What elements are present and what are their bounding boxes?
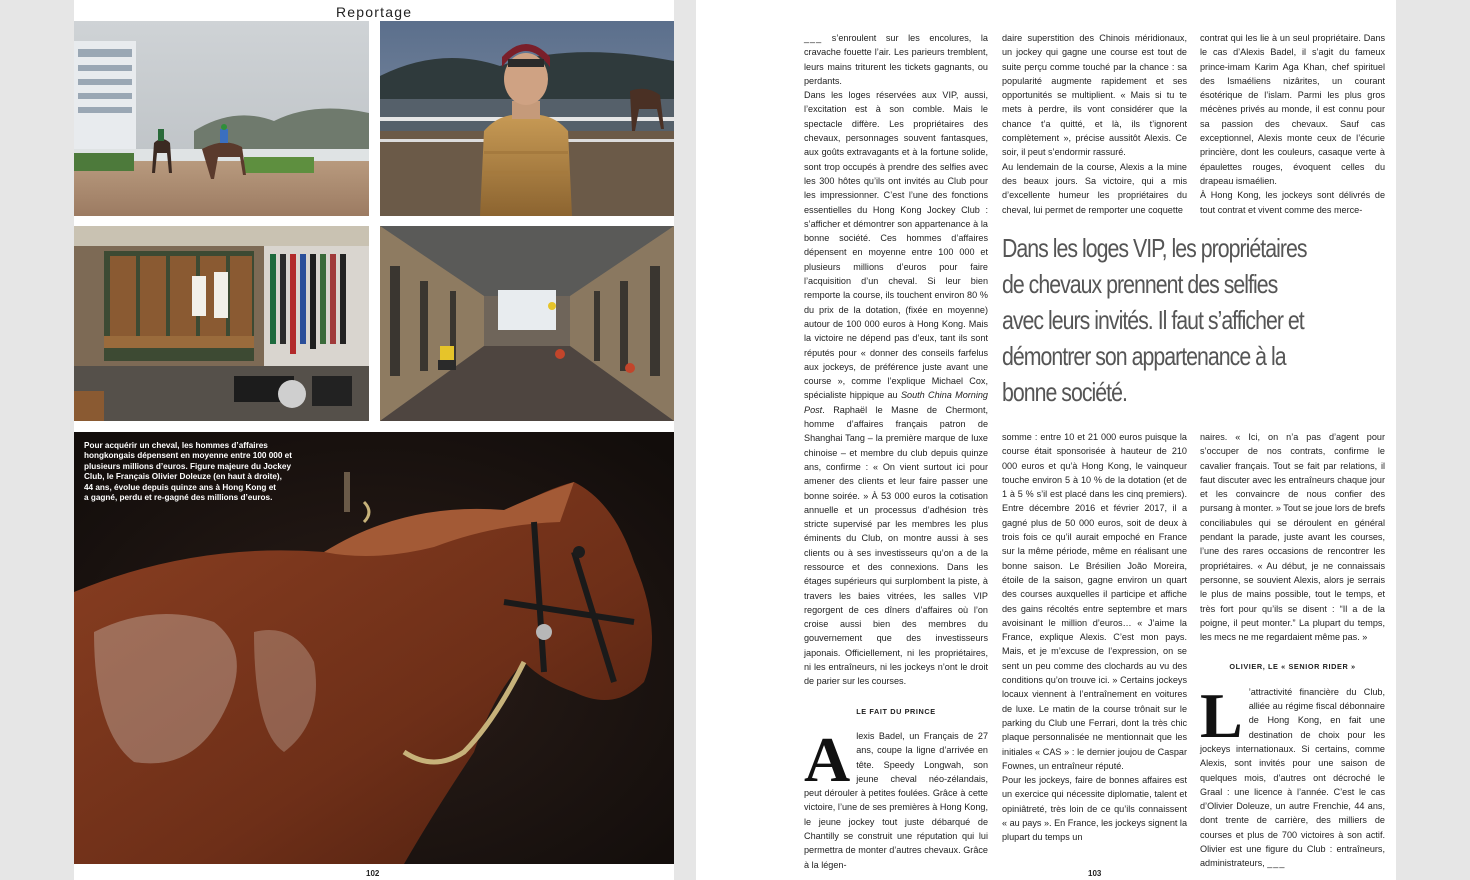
paragraph: À Hong Kong, les jockeys sont délivrés de tout contrat et vivent comme des merce- xyxy=(1200,190,1385,215)
paragraph-text: . Raphaël le Masne de Chermont, homme d’affaires français patron de Shanghai Tang – la première marque de luxe chinoise – et membre du club depuis quinze ans, confirme : « On vient surtout ici pour amener des clients et leur faire passer une bonne soirée. » À 53 000 euros la cotisation annuelle et un processus d’adhésion très stricte supervisé par les membres les plus éminents du Club, on montre aussi à ses clients ou à ses investisseurs qu’on a de la ressource et des connexions. Dans les étages supérieurs qui surplombent la piste, à travers les baies vitrées, les salles VIP regorgent de ces dîners d’affaires où l’on croise aussi bien des membres du gouvernement que des investisseurs japonais. Officiellement, ni les propriétaires, ni les entraîneurs, ni les jockeys n’ont le droit de parier sur les courses. xyxy=(804,404,988,687)
paragraph-text: lexis Badel, un Français de 27 ans, coupe la ligne d’arrivée en tête. Speedy Longwah, son jeune cheval néo-zélandais, peut dérouler à petites foulées. Grâce à cette victoire, l’une de ses premières à Hong Kong, le jeune jockey tout juste débarqué de Chantilly se construit une réputation qui lui permettra de monter d’autres chevaux. Grâce à la légen- xyxy=(804,730,988,870)
pull-quote: Dans les loges VIP, les propriétaires de chevaux prennent des selfies avec leurs invités. Il faut s’afficher et démontrer son appartenance à la bonne société. xyxy=(1002,233,1307,407)
paragraph-text: s’enroulent sur les encolures, la cravache fouette l’air. Les parieurs tremblent, leurs mains triturent les tickets gagnants, ou perdants. xyxy=(804,33,988,86)
publication-name: South China Morning Post xyxy=(804,390,988,415)
article-column-3-bottom xyxy=(1200,430,1385,871)
photo-stables xyxy=(380,226,674,421)
article-column-2-bottom xyxy=(1002,430,1187,845)
photo-lockers xyxy=(74,226,369,421)
continuation-marker: ___ xyxy=(1267,858,1286,869)
article-column-1 xyxy=(804,31,988,872)
paragraph: contrat qui les lie à un seul propriétaire. Dans le cas d’Alexis Badel, il s’agit du fameux prince-imam Karim Aga Khan, chef spirituel des Ismaéliens nizârites, un courant ésotérique de l’islam. Parmi les plus gros mécènes privés au monde, il est connu pour sa passion des chevaux. Sauf cas exceptionnel, Alexis monte ceux de l’écurie princière, dont les couleurs, casaque verte à épaulettes rouges, évoquent celles du drapeau ismaélien. xyxy=(1200,33,1385,186)
subheading: OLIVIER, LE « SENIOR RIDER » xyxy=(1229,662,1356,672)
photo-racecourse xyxy=(74,21,369,216)
paragraph: Pour les jockeys, faire de bonnes affaires est un exercice qui nécessite diplomatie, talent et opiniâtreté, très loin de ce qu’ils connaissent « au pays ». En France, les jockeys signent la plupart du temps un xyxy=(1002,775,1188,843)
photo-jockey xyxy=(380,21,674,216)
article-column-2-top xyxy=(1002,31,1187,217)
paragraph: daire superstition des Chinois méridionaux, un jockey qui gagne une course est tout de suite perçu comme touché par la chance : sa popularité augmente rapidement et ses opportunités se multiplient. « Mais si tu te mets à perdre, ils vont considérer que la chance t’a quitté, et là, ils t’ignorent complètement », précise aussitôt Alexis. Ce soir, il peut s’endormir rassuré. xyxy=(1002,33,1187,158)
page-number-right: 103 xyxy=(1088,869,1102,878)
left-page xyxy=(74,0,674,880)
paragraph xyxy=(1200,679,1385,871)
photo-caption: Pour acquérir un cheval, les hommes d’affaires hongkongais dépensent en moyenne entre 100 000 et plusieurs millions d’euros. Figure majeure du Jockey Club, le Français Olivier Doleuze (en haut à droite), 44 ans, évolue depuis quinze ans à Hong Kong et a gagné, perdu et re-gagné des millions d’euros. xyxy=(84,441,292,503)
section-label: Reportage xyxy=(336,4,413,20)
right-page xyxy=(696,0,1396,880)
paragraph: somme : entre 10 et 21 000 euros puisque la course était sponsorisée à hauteur de 210 000 euros et qu’à Hong Kong, le vainqueur touche environ 5 à 10 % de la dotation (et de 1 à 5 % s’il est placé dans les cinq premiers). Entre décembre 2016 et février 2017, il a gagné plus de 50 000 euros, soit de deux à trois fois ce qu’il aurait empoché en France sur la même période, même en réalisant une bonne saison. Le Brésilien João Moreira, étoile de la saison, gagne environ un quart des courses auxquelles il participe et affiche des gains récoltés entre septembre et mars avoisinant le million d’euros… « J’aime la France, explique Alexis. C’est mon pays. Mais, et je m’excuse de l’expression, on se sent un peu comme des clochards au vu des conditions qu’on trouve ici. » Certains jockeys locaux viennent à l’entraînement en voitures de luxe. Le matin de la course trônait sur le parking du Club une Ferrari, dont la très chic plaque personnalisée ne mentionnait que les initiales « CAS » : le dernier joujou de Caspar Fownes, un entraîneur réputé. xyxy=(1002,432,1187,771)
paragraph: Au lendemain de la course, Alexis a la mine des beaux jours. Sa victoire, qui a mis d’excellente humeur les propriétaires du cheval, lui permet de remporter une coquette xyxy=(1002,161,1187,215)
photo-horse xyxy=(74,432,674,864)
drop-cap: A xyxy=(804,723,851,795)
paragraph-text: ’attractivité financière du Club, alliée au régime fiscal débonnaire de Hong Kong, en fait une destination de choix pour les jockeys internationaux. Si certains, comme Alexis, sont invités pour une saison de quelques mois, d’autres ont décroché le Graal : une licence à l’année. C’est le cas d’Olivier Doleuze, un autre Frenchie, 44 ans, dont trente de carrière, des milliers de courses et plus de 700 victoires à son actif. Olivier est une figure du Club : entraîneurs, administrateurs, xyxy=(1200,686,1385,869)
paragraph xyxy=(804,88,988,688)
paragraph xyxy=(804,723,988,872)
paragraph-text: Dans les loges réservées aux VIP, aussi, l’excitation est à son comble. Mais le spectacle diffère. Les propriétaires des chevaux, personnages souvent fantasques, aux goûts extravagants et à la fortune solide, sont trop occupés à prendre des selfies avec les 300 hôtes qu’ils ont invités au Club pour les impressionner. C’est l’une des fonctions essentielles du Hong Kong Jockey Club : s’afficher et démontrer son appartenance à la bonne société. Ces hommes d’affaires dépensent en moyenne entre 100 000 et plusieurs millions d’euros pour faire l’acquisition d’un cheval. Si leur bien remporte la course, ils touchent environ 80 % du prix de la dotation, (fixée en moyenne) autour de 100 000 euros à Hong Kong. Mais la victoire ne dépend pas d’eux, tant ils sont réputés pour « donner des conseils farfelus aux jockeys, de préférence juste avant une course », comme l’explique Michael Cox, spécialiste hippique au xyxy=(804,90,988,401)
drop-cap: L xyxy=(1200,679,1243,751)
paragraph: naires. « Ici, on n’a pas d’agent pour s’occuper de nos contrats, confirme le cavalier français. Tout se fait par relations, il faut discuter avec les entraîneurs chaque jour et les convaincre de nous confier des pursang à monter. » Tout se joue lors de brefs conciliabules qui se déroulent en général pendant la parade, juste avant les courses, l’une des rares occasions de rencontrer les propriétaires. « Au début, je ne connaissais personne, se souvient Alexis, alors je serrais le plus de mains possible, tout le temps, et très fort pour qu’ils se disent : “Il a de la poigne, il peut monter.” La plupart du temps, les mecs ne me regardaient même pas. » xyxy=(1200,432,1385,643)
article-column-3-top xyxy=(1200,31,1385,217)
page-number-left: 102 xyxy=(366,869,380,878)
continuation-marker: ___ xyxy=(804,33,823,43)
paragraph xyxy=(804,31,988,88)
subheading: LE FAIT DU PRINCE xyxy=(856,706,936,716)
